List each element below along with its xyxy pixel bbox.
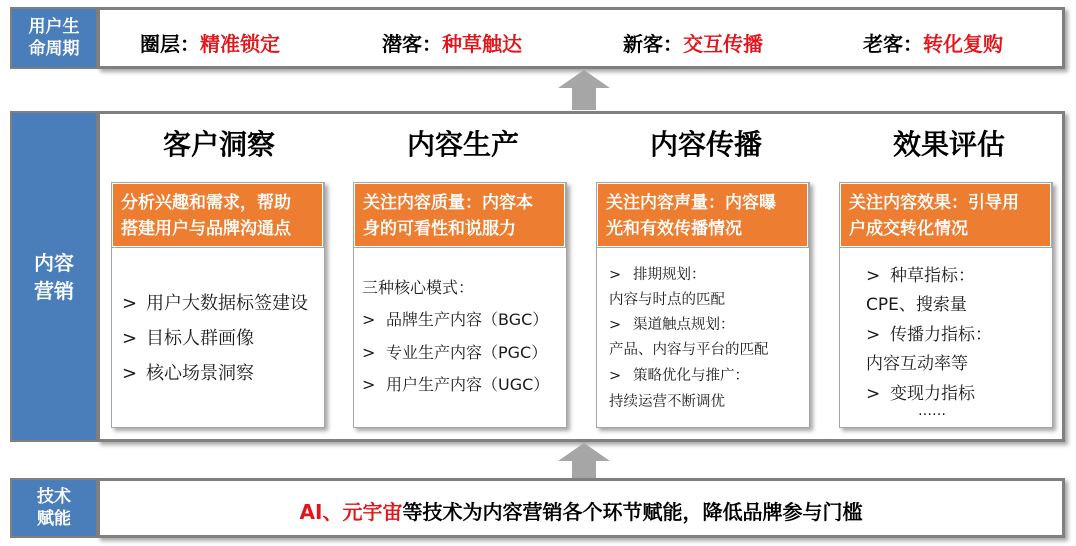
column-card-evaluation — [839, 182, 1053, 428]
lifecycle-label-line2: 命周期 — [28, 39, 80, 59]
list-item-detail: 内容互动率等 — [866, 354, 968, 374]
arrowhead-bullet-icon: > — [866, 325, 881, 345]
list-item: > 专业生产内容（PGC） — [362, 343, 548, 362]
marketing-label-line2: 营销 — [34, 278, 74, 303]
list-item: > 渠道触点规划： — [609, 317, 735, 333]
tech-label-line1: 技术 — [37, 487, 71, 507]
tech-statement-rest: 等技术为内容营销各个环节赋能，降低品牌参与门槛 — [402, 500, 863, 524]
column-title-distribution: 内容传播 — [649, 128, 762, 161]
tech-highlight: AI、元宇宙 — [299, 500, 403, 524]
list-item: > 策略优化与推广： — [609, 368, 749, 384]
list-intro: 三种核心模式： — [362, 278, 475, 297]
column-head-production: 关注内容质量：内容本 身的可看性和说服力 — [354, 183, 565, 247]
lifecycle-item-old: 老客：转化复购 — [863, 32, 1003, 56]
list-item: > 传播力指标： — [866, 325, 992, 345]
list-item: > 用户生产内容（UGC） — [362, 375, 550, 394]
list-item: > 用户大数据标签建设 — [122, 293, 308, 314]
column-title-evaluation: 效果评估 — [892, 128, 1005, 161]
arrowhead-bullet-icon: > — [122, 293, 138, 314]
tech-panel — [97, 478, 1065, 538]
list-item-detail: 产品、内容与平台的匹配 — [609, 342, 769, 358]
list-item-detail: 持续运营不断调优 — [609, 394, 725, 410]
list-item: > 品牌生产内容（BGC） — [362, 310, 549, 329]
column-card-distribution — [596, 182, 810, 428]
marketing-label-line1: 内容 — [34, 250, 74, 275]
column-card-insight — [111, 182, 325, 428]
arrowhead-bullet-icon: > — [362, 343, 376, 362]
lifecycle-item-circle: 圈层：精准锁定 — [140, 32, 280, 56]
arrowhead-bullet-icon: > — [866, 266, 881, 286]
tech-side-label — [10, 478, 98, 538]
lifecycle-item-prospect: 潜客：种草触达 — [382, 32, 522, 56]
arrowhead-bullet-icon: > — [362, 375, 376, 394]
arrowhead-bullet-icon: > — [609, 267, 622, 283]
arrowhead-bullet-icon: > — [122, 328, 138, 349]
arrowhead-bullet-icon: > — [609, 317, 622, 333]
lifecycle-side-label — [10, 7, 98, 69]
tech-statement — [100, 496, 1062, 525]
arrowhead-bullet-icon: > — [866, 384, 881, 404]
lifecycle-item-new: 新客：交互传播 — [623, 32, 763, 56]
list-item: > 排期规划： — [609, 267, 706, 283]
list-item-ellipsis: …… — [918, 403, 946, 419]
column-head-distribution: 关注内容声量：内容曝 光和有效传播情况 — [597, 183, 808, 247]
marketing-side-label — [10, 111, 98, 442]
lifecycle-panel — [97, 7, 1065, 69]
arrowhead-bullet-icon: > — [609, 368, 622, 384]
list-item: > 目标人群画像 — [122, 328, 254, 349]
list-item: > 种草指标： — [866, 266, 975, 286]
column-head-evaluation: 关注内容效果：引导用 户成交转化情况 — [840, 183, 1051, 247]
list-item: > 核心场景洞察 — [122, 363, 254, 384]
column-card-production — [353, 182, 567, 428]
column-title-production: 内容生产 — [406, 128, 519, 161]
column-head-insight: 分析兴趣和需求，帮助 搭建用户与品牌沟通点 — [112, 183, 323, 247]
list-item-detail: 内容与时点的匹配 — [609, 292, 725, 308]
arrowhead-bullet-icon: > — [122, 363, 138, 384]
up-arrow-icon — [558, 443, 610, 483]
tech-label-line2: 赋能 — [37, 509, 71, 529]
lifecycle-label-line1: 用户生 — [28, 17, 80, 37]
column-title-insight: 客户洞察 — [162, 128, 275, 161]
list-item: > 变现力指标 — [866, 384, 975, 404]
list-item-detail: CPE、搜索量 — [866, 295, 967, 315]
up-arrow-icon — [558, 70, 610, 110]
arrowhead-bullet-icon: > — [362, 310, 376, 329]
